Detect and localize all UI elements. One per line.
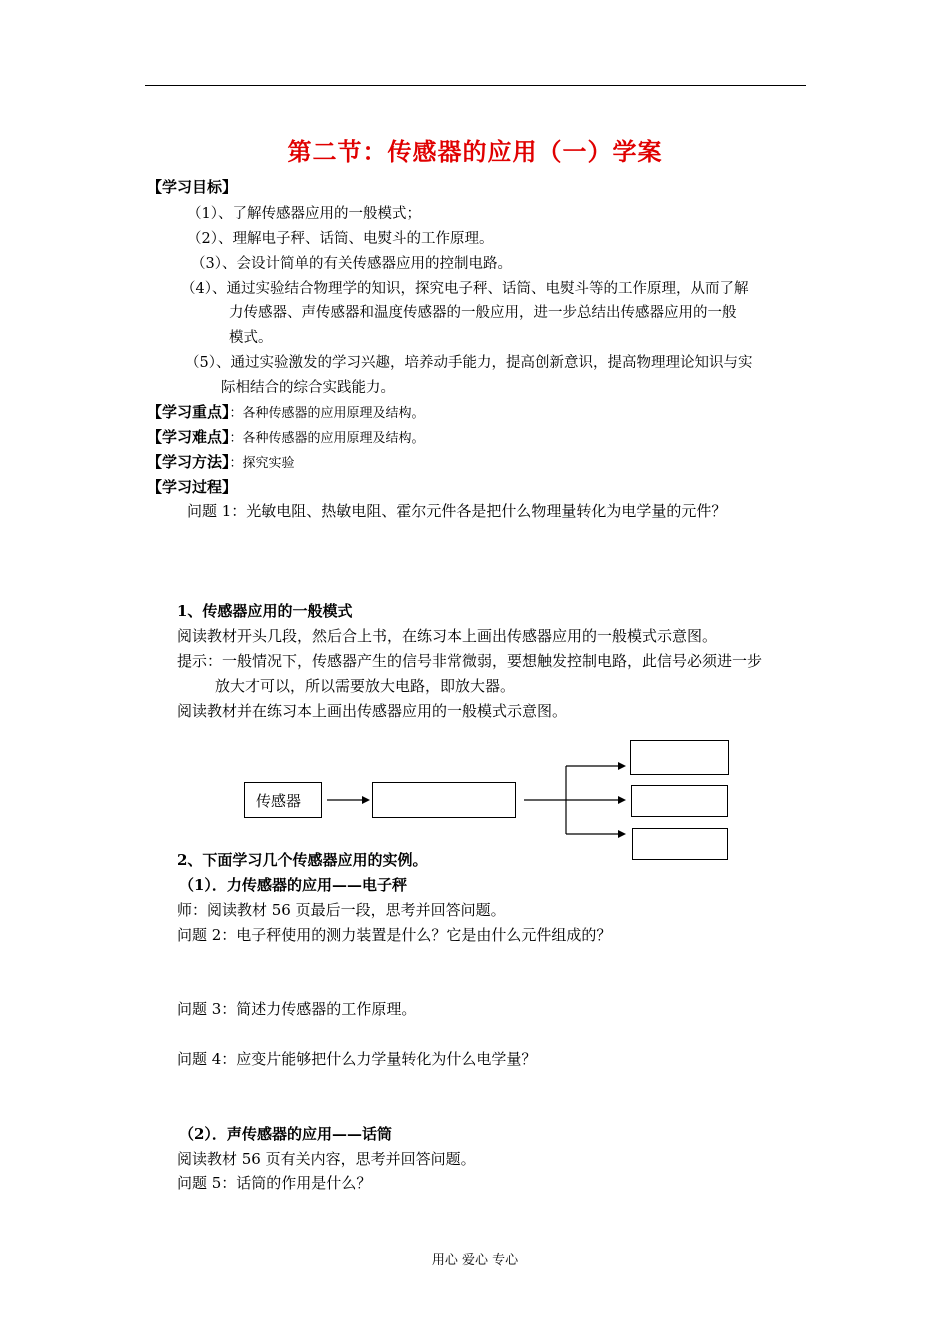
section-1-paragraph-2: 阅读教材并在练习本上画出传感器应用的一般模式示意图。	[177, 702, 568, 720]
objectives-heading: 【学习目标】	[147, 178, 238, 196]
page-footer: 用心 爱心 专心	[431, 1253, 519, 1268]
question-3: 问题 3：简述力传感器的工作原理。	[177, 1000, 417, 1018]
arrow-head-icon	[618, 762, 626, 770]
question-5: 问题 5：话筒的作用是什么？	[177, 1174, 372, 1192]
section-1-heading: 1、传感器应用的一般模式	[177, 602, 353, 620]
methods-label: 【学习方法】	[147, 453, 230, 471]
key-points-label: 【学习重点】	[147, 403, 230, 421]
objective-1: （1）、了解传感器应用的一般模式；	[187, 206, 421, 222]
objective-4-line1: （4）、通过实验结合物理学的知识，探究电子秤、话筒、电熨斗等的工作原理，从而了解	[181, 281, 749, 297]
section-2-heading: 2、下面学习几个传感器应用的实例。	[177, 851, 428, 869]
section-1-hint-line1: 提示：一般情况下，传感器产生的信号非常微弱，要想触发控制电路，此信号必须进一步	[177, 652, 763, 670]
arrow-head-icon	[618, 830, 626, 838]
diagram-sensor-label: 传感器	[256, 792, 302, 810]
key-points-value: ：各种传感器的应用原理及结构。	[229, 406, 425, 421]
arrow-head-icon	[618, 796, 626, 804]
section-2-2-heading: （2）．声传感器的应用——话筒	[179, 1125, 392, 1143]
objective-5-line1: （5）、通过实验激发的学习兴趣，培养动手能力，提高创新意识，提高物理理论知识与实	[185, 355, 753, 371]
objective-4-line2: 力传感器、声传感器和温度传感器的一般应用，进一步总结出传感器应用的一般	[229, 305, 737, 321]
objective-5-line2: 际相结合的综合实践能力。	[221, 380, 395, 396]
section-1-paragraph-1: 阅读教材开头几段，然后合上书，在练习本上画出传感器应用的一般模式示意图。	[177, 627, 718, 645]
section-1-hint-line2: 放大才可以，所以需要放大电路，即放大器。	[215, 677, 516, 695]
difficulties-value: ：各种传感器的应用原理及结构。	[229, 431, 425, 446]
methods-value: ：探究实验	[229, 456, 295, 471]
difficulties-label: 【学习难点】	[147, 428, 230, 446]
section-2-2-read: 阅读教材 56 页有关内容，思考并回答问题。	[177, 1150, 476, 1168]
objective-4-line3: 模式。	[229, 330, 273, 346]
objective-3: （3）、会设计简单的有关传感器应用的控制电路。	[191, 256, 512, 272]
page-title: 第二节：传感器的应用（一）学案	[287, 137, 663, 166]
section-2-1-teacher: 师：阅读教材 56 页最后一段，思考并回答问题。	[177, 901, 506, 919]
question-4: 问题 4：应变片能够把什么力学量转化为什么电学量？	[177, 1050, 537, 1068]
section-2-1-heading: （1）．力传感器的应用——电子秤	[179, 876, 407, 894]
question-1: 问题 1：光敏电阻、热敏电阻、霍尔元件各是把什么物理量转化为电学量的元件？	[187, 502, 727, 520]
arrow-head-icon	[362, 796, 370, 804]
process-heading: 【学习过程】	[147, 478, 238, 496]
question-2: 问题 2：电子秤使用的测力装置是什么？它是由什么元件组成的？	[177, 926, 612, 944]
objective-2: （2）、理解电子秤、话筒、电熨斗的工作原理。	[187, 231, 494, 247]
